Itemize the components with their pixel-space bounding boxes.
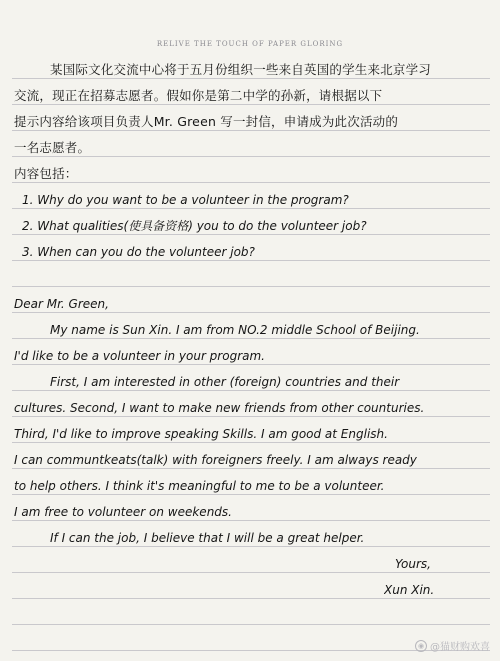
ruled-line xyxy=(12,468,490,469)
prompt-line: 一名志愿者。 xyxy=(14,141,91,155)
prompt-line: 交流，现正在招募志愿者。假如你是第二中学的孙新，请根据以下 xyxy=(14,89,383,103)
letter-line: to help others. I think it's meaningful to me to be a volunteer. xyxy=(14,479,385,493)
ruled-line xyxy=(12,546,490,547)
prompt-line: 提示内容给该项目负责人Mr. Green 写一封信，申请成为此次活动的 xyxy=(14,115,399,129)
letter-line: I can communtkeats(talk) with foreigners freely. I am always ready xyxy=(14,453,417,467)
letter-line: I'd like to be a volunteer in your program. xyxy=(14,349,265,363)
ruled-line xyxy=(12,156,490,157)
ruled-line xyxy=(12,364,490,365)
ruled-line xyxy=(12,338,490,339)
letter-salutation: Dear Mr. Green, xyxy=(14,297,109,311)
watermark xyxy=(415,638,490,653)
letter-closing: Yours, xyxy=(395,557,431,571)
ruled-line xyxy=(12,260,490,261)
letter-line: My name is Sun Xin. I am from NO.2 middle School of Beijing. xyxy=(50,323,420,337)
ruled-line xyxy=(12,598,490,599)
watermark-text: @猫财购欢喜 xyxy=(430,642,490,653)
letter-line: Third, I'd like to improve speaking Skills. I am good at English. xyxy=(14,427,388,441)
ruled-line xyxy=(12,104,490,105)
camera-icon: ◉ xyxy=(415,640,427,652)
ruled-line xyxy=(12,390,490,391)
ruled-line xyxy=(12,520,490,521)
ruled-line xyxy=(12,286,490,287)
ruled-line xyxy=(12,494,490,495)
letter-line: cultures. Second, I want to make new friends from other counturies. xyxy=(14,401,425,415)
ruled-line xyxy=(12,312,490,313)
letter-line: If I can the job, I believe that I will be a great helper. xyxy=(50,531,365,545)
prompt-line: 某国际文化交流中心将于五月份组织一些来自英国的学生来北京学习 xyxy=(50,63,432,77)
question-item: 3. When can you do the volunteer job? xyxy=(22,245,255,259)
contents-label: 内容包括： xyxy=(14,167,78,181)
question-item: 2. What qualities(使具备资格) you to do the volunteer job? xyxy=(22,219,367,233)
ruled-line xyxy=(12,572,490,573)
page-header: RELIVE THE TOUCH OF PAPER GLORING xyxy=(156,40,344,48)
ruled-line xyxy=(12,234,490,235)
letter-signature: Xun Xin. xyxy=(384,583,435,597)
ruled-line xyxy=(12,442,490,443)
letter-line: I am free to volunteer on weekends. xyxy=(14,505,232,519)
ruled-line xyxy=(12,208,490,209)
ruled-line xyxy=(12,130,490,131)
ruled-line xyxy=(12,182,490,183)
ruled-line xyxy=(12,624,490,625)
letter-line: First, I am interested in other (foreign) countries and their xyxy=(50,375,400,389)
question-item: 1. Why do you want to be a volunteer in the program? xyxy=(22,193,349,207)
ruled-line xyxy=(12,78,490,79)
ruled-line xyxy=(12,416,490,417)
